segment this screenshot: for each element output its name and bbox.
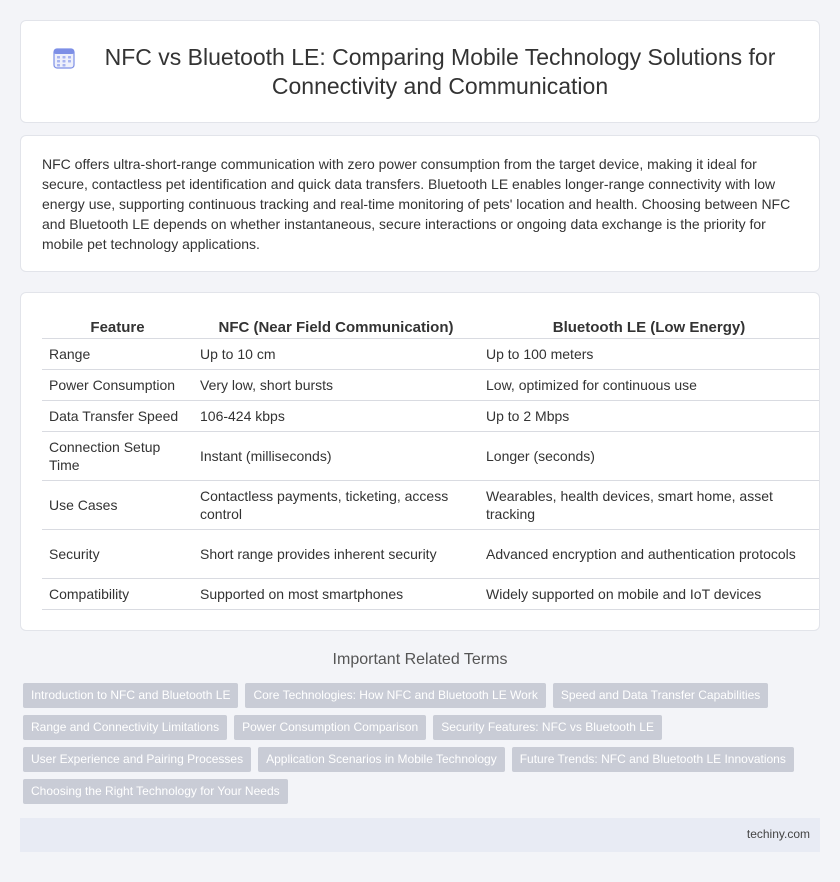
nfc-cell: Instant (milliseconds) [193,431,479,480]
nfc-cell: Up to 10 cm [193,338,479,369]
nfc-cell: 106-424 kbps [193,400,479,431]
related-terms-list [23,683,813,811]
nfc-cell: Contactless payments, ticketing, access control [193,480,479,529]
table-row [42,480,819,529]
feature-cell: Use Cases [42,480,193,529]
ble-cell: Low, optimized for continuous use [479,369,819,400]
intro-card [20,135,820,272]
nfc-cell: Supported on most smartphones [193,578,479,609]
ble-cell: Longer (seconds) [479,431,819,480]
related-term-tag[interactable]: Core Technologies: How NFC and Bluetooth LE Work [245,683,545,708]
related-term-tag[interactable]: Power Consumption Comparison [234,715,426,740]
nfc-cell: Very low, short bursts [193,369,479,400]
ble-cell: Widely supported on mobile and IoT devices [479,578,819,609]
comparison-table [42,313,819,610]
comparison-table-card [20,292,820,631]
related-term-tag[interactable]: Security Features: NFC vs Bluetooth LE [433,715,662,740]
ble-cell: Up to 100 meters [479,338,819,369]
related-term-tag[interactable]: Future Trends: NFC and Bluetooth LE Innovations [512,747,794,772]
related-term-tag[interactable]: Range and Connectivity Limitations [23,715,227,740]
intro-paragraph: NFC offers ultra-short-range communication with zero power consumption from the target device, making it ideal for secure, contactless pet identification and quick data transfers. Bluetooth LE enables longer-range connectivity with low energy use, supporting continuous tracking and real-time monitoring of pets' location and health. Choosing between NFC and Bluetooth LE depends on whether instantaneous, secure interactions or ongoing data exchange is the priority for mobile pet technology applications. [42,156,791,252]
footer-site-link[interactable]: techiny.com [746,827,810,841]
related-term-tag[interactable]: Application Scenarios in Mobile Technology [258,747,505,772]
table-row [42,529,819,578]
related-term-tag[interactable]: User Experience and Pairing Processes [23,747,251,772]
feature-cell: Compatibility [42,578,193,609]
header-feature: Feature [42,313,193,338]
feature-cell: Range [42,338,193,369]
header-nfc: NFC (Near Field Communication) [193,313,479,338]
related-term-tag[interactable]: Choosing the Right Technology for Your Needs [23,779,288,804]
nfc-cell: Short range provides inherent security [193,529,479,578]
ble-cell: Advanced encryption and authentication protocols [479,529,819,578]
table-row [42,369,819,400]
related-term-tag[interactable]: Introduction to NFC and Bluetooth LE [23,683,238,708]
header-card [20,20,820,123]
table-header-row [42,313,819,338]
page-title: NFC vs Bluetooth LE: Comparing Mobile Technology Solutions for Connectivity and Communication [104,43,776,99]
feature-cell: Security [42,529,193,578]
feature-cell: Data Transfer Speed [42,400,193,431]
ble-cell: Wearables, health devices, smart home, asset tracking [479,480,819,529]
table-row [42,338,819,369]
ble-cell: Up to 2 Mbps [479,400,819,431]
table-row [42,578,819,609]
related-terms-title: Important Related Terms [332,651,508,668]
footer [20,818,820,852]
related-term-tag[interactable]: Speed and Data Transfer Capabilities [553,683,768,708]
header-bluetooth-le: Bluetooth LE (Low Energy) [479,313,819,338]
table-row [42,431,819,480]
feature-cell: Power Consumption [42,369,193,400]
feature-cell: Connection Setup Time [42,431,193,480]
table-row [42,400,819,431]
